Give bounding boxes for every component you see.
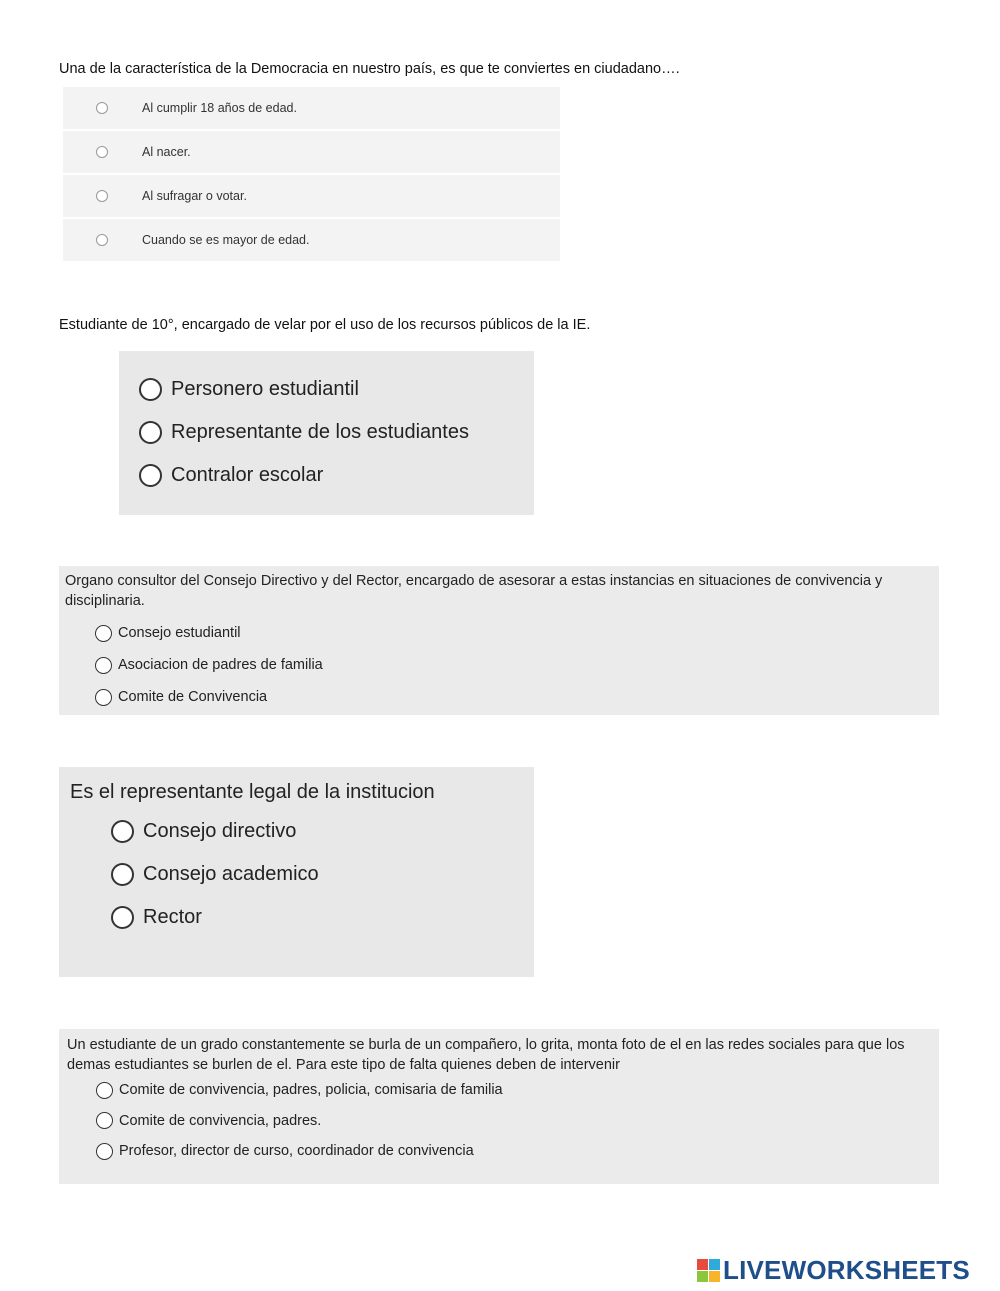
radio-button-icon[interactable] — [95, 625, 112, 642]
q5-option-1[interactable] — [67, 1075, 931, 1106]
question-1-options — [63, 87, 560, 263]
radio-button-icon[interactable] — [96, 234, 108, 246]
radio-button-icon[interactable] — [139, 421, 162, 444]
radio-button-icon[interactable] — [96, 190, 108, 202]
q1-option-3[interactable] — [63, 175, 560, 219]
question-5-panel — [59, 1029, 939, 1184]
q1-option-1[interactable] — [63, 87, 560, 131]
q2-option-2[interactable] — [119, 411, 534, 454]
radio-button-icon[interactable] — [96, 1143, 113, 1160]
logo-text: LIVEWORKSHEETS — [723, 1255, 970, 1285]
radio-button-icon[interactable] — [95, 657, 112, 674]
q1-option-2[interactable] — [63, 131, 560, 175]
radio-button-icon[interactable] — [96, 1082, 113, 1099]
q4-option-label: Consejo academico — [143, 863, 319, 885]
q3-option-label: Consejo estudiantil — [118, 625, 241, 641]
question-2-text: Estudiante de 10°, encargado de velar por el uso de los recursos públicos de la IE. — [59, 317, 591, 333]
question-3-text: Organo consultor del Consejo Directivo y del Rector, encargado de asesorar a estas instancias en situaciones de convivencia y disciplinaria. — [65, 573, 883, 609]
q2-option-label: Contralor escolar — [171, 464, 324, 486]
question-2-options — [119, 351, 534, 515]
radio-button-icon[interactable] — [111, 820, 134, 843]
q3-option-1[interactable] — [65, 617, 933, 649]
q5-option-label: Comite de convivencia, padres. — [119, 1112, 322, 1129]
q2-option-3[interactable] — [119, 454, 534, 497]
q5-option-3[interactable] — [67, 1136, 931, 1167]
radio-button-icon[interactable] — [95, 689, 112, 706]
q3-option-2[interactable] — [65, 649, 933, 681]
question-4-panel — [59, 767, 534, 977]
liveworksheets-logo — [697, 1255, 970, 1286]
q1-option-label: Al sufragar o votar. — [142, 189, 247, 203]
q4-option-label: Rector — [143, 906, 202, 928]
question-5-text: Un estudiante de un grado constantemente se burla de un compañero, lo grita, monta foto de el en las redes sociales para que los demas estudiantes se burlen de el. Para este tipo de falta quienes deben de intervenir — [67, 1037, 905, 1073]
question-3-panel — [59, 566, 939, 715]
radio-button-icon[interactable] — [139, 464, 162, 487]
q2-option-label: Representante de los estudiantes — [171, 421, 469, 443]
q3-option-label: Comite de Convivencia — [118, 689, 268, 705]
logo-square — [709, 1259, 720, 1270]
q1-option-label: Al cumplir 18 años de edad. — [142, 101, 297, 115]
q2-option-1[interactable] — [119, 368, 534, 411]
q5-option-2[interactable] — [67, 1106, 931, 1137]
q4-option-3[interactable] — [70, 896, 534, 939]
q5-option-label: Profesor, director de curso, coordinador de convivencia — [119, 1143, 474, 1160]
q2-option-label: Personero estudiantil — [171, 378, 359, 400]
logo-square — [697, 1259, 708, 1270]
question-4-text: Es el representante legal de la institucion — [70, 781, 435, 803]
radio-button-icon[interactable] — [111, 863, 134, 886]
q1-option-label: Al nacer. — [142, 145, 191, 159]
q3-option-label: Asociacion de padres de familia — [118, 657, 323, 673]
q4-option-2[interactable] — [70, 853, 534, 896]
q1-option-label: Cuando se es mayor de edad. — [142, 233, 310, 247]
q1-option-4[interactable] — [63, 219, 560, 263]
radio-button-icon[interactable] — [96, 102, 108, 114]
radio-button-icon[interactable] — [96, 1112, 113, 1129]
radio-button-icon[interactable] — [96, 146, 108, 158]
question-1-text: Una de la característica de la Democracia en nuestro país, es que te conviertes en ciudadano…. — [59, 61, 680, 77]
radio-button-icon[interactable] — [111, 906, 134, 929]
q4-option-label: Consejo directivo — [143, 820, 297, 842]
radio-button-icon[interactable] — [139, 378, 162, 401]
q3-option-3[interactable] — [65, 681, 933, 713]
logo-square — [697, 1271, 708, 1282]
logo-mark-icon — [697, 1259, 720, 1282]
logo-square — [709, 1271, 720, 1282]
q5-option-label: Comite de convivencia, padres, policia, comisaria de familia — [119, 1082, 503, 1099]
q4-option-1[interactable] — [70, 810, 534, 853]
